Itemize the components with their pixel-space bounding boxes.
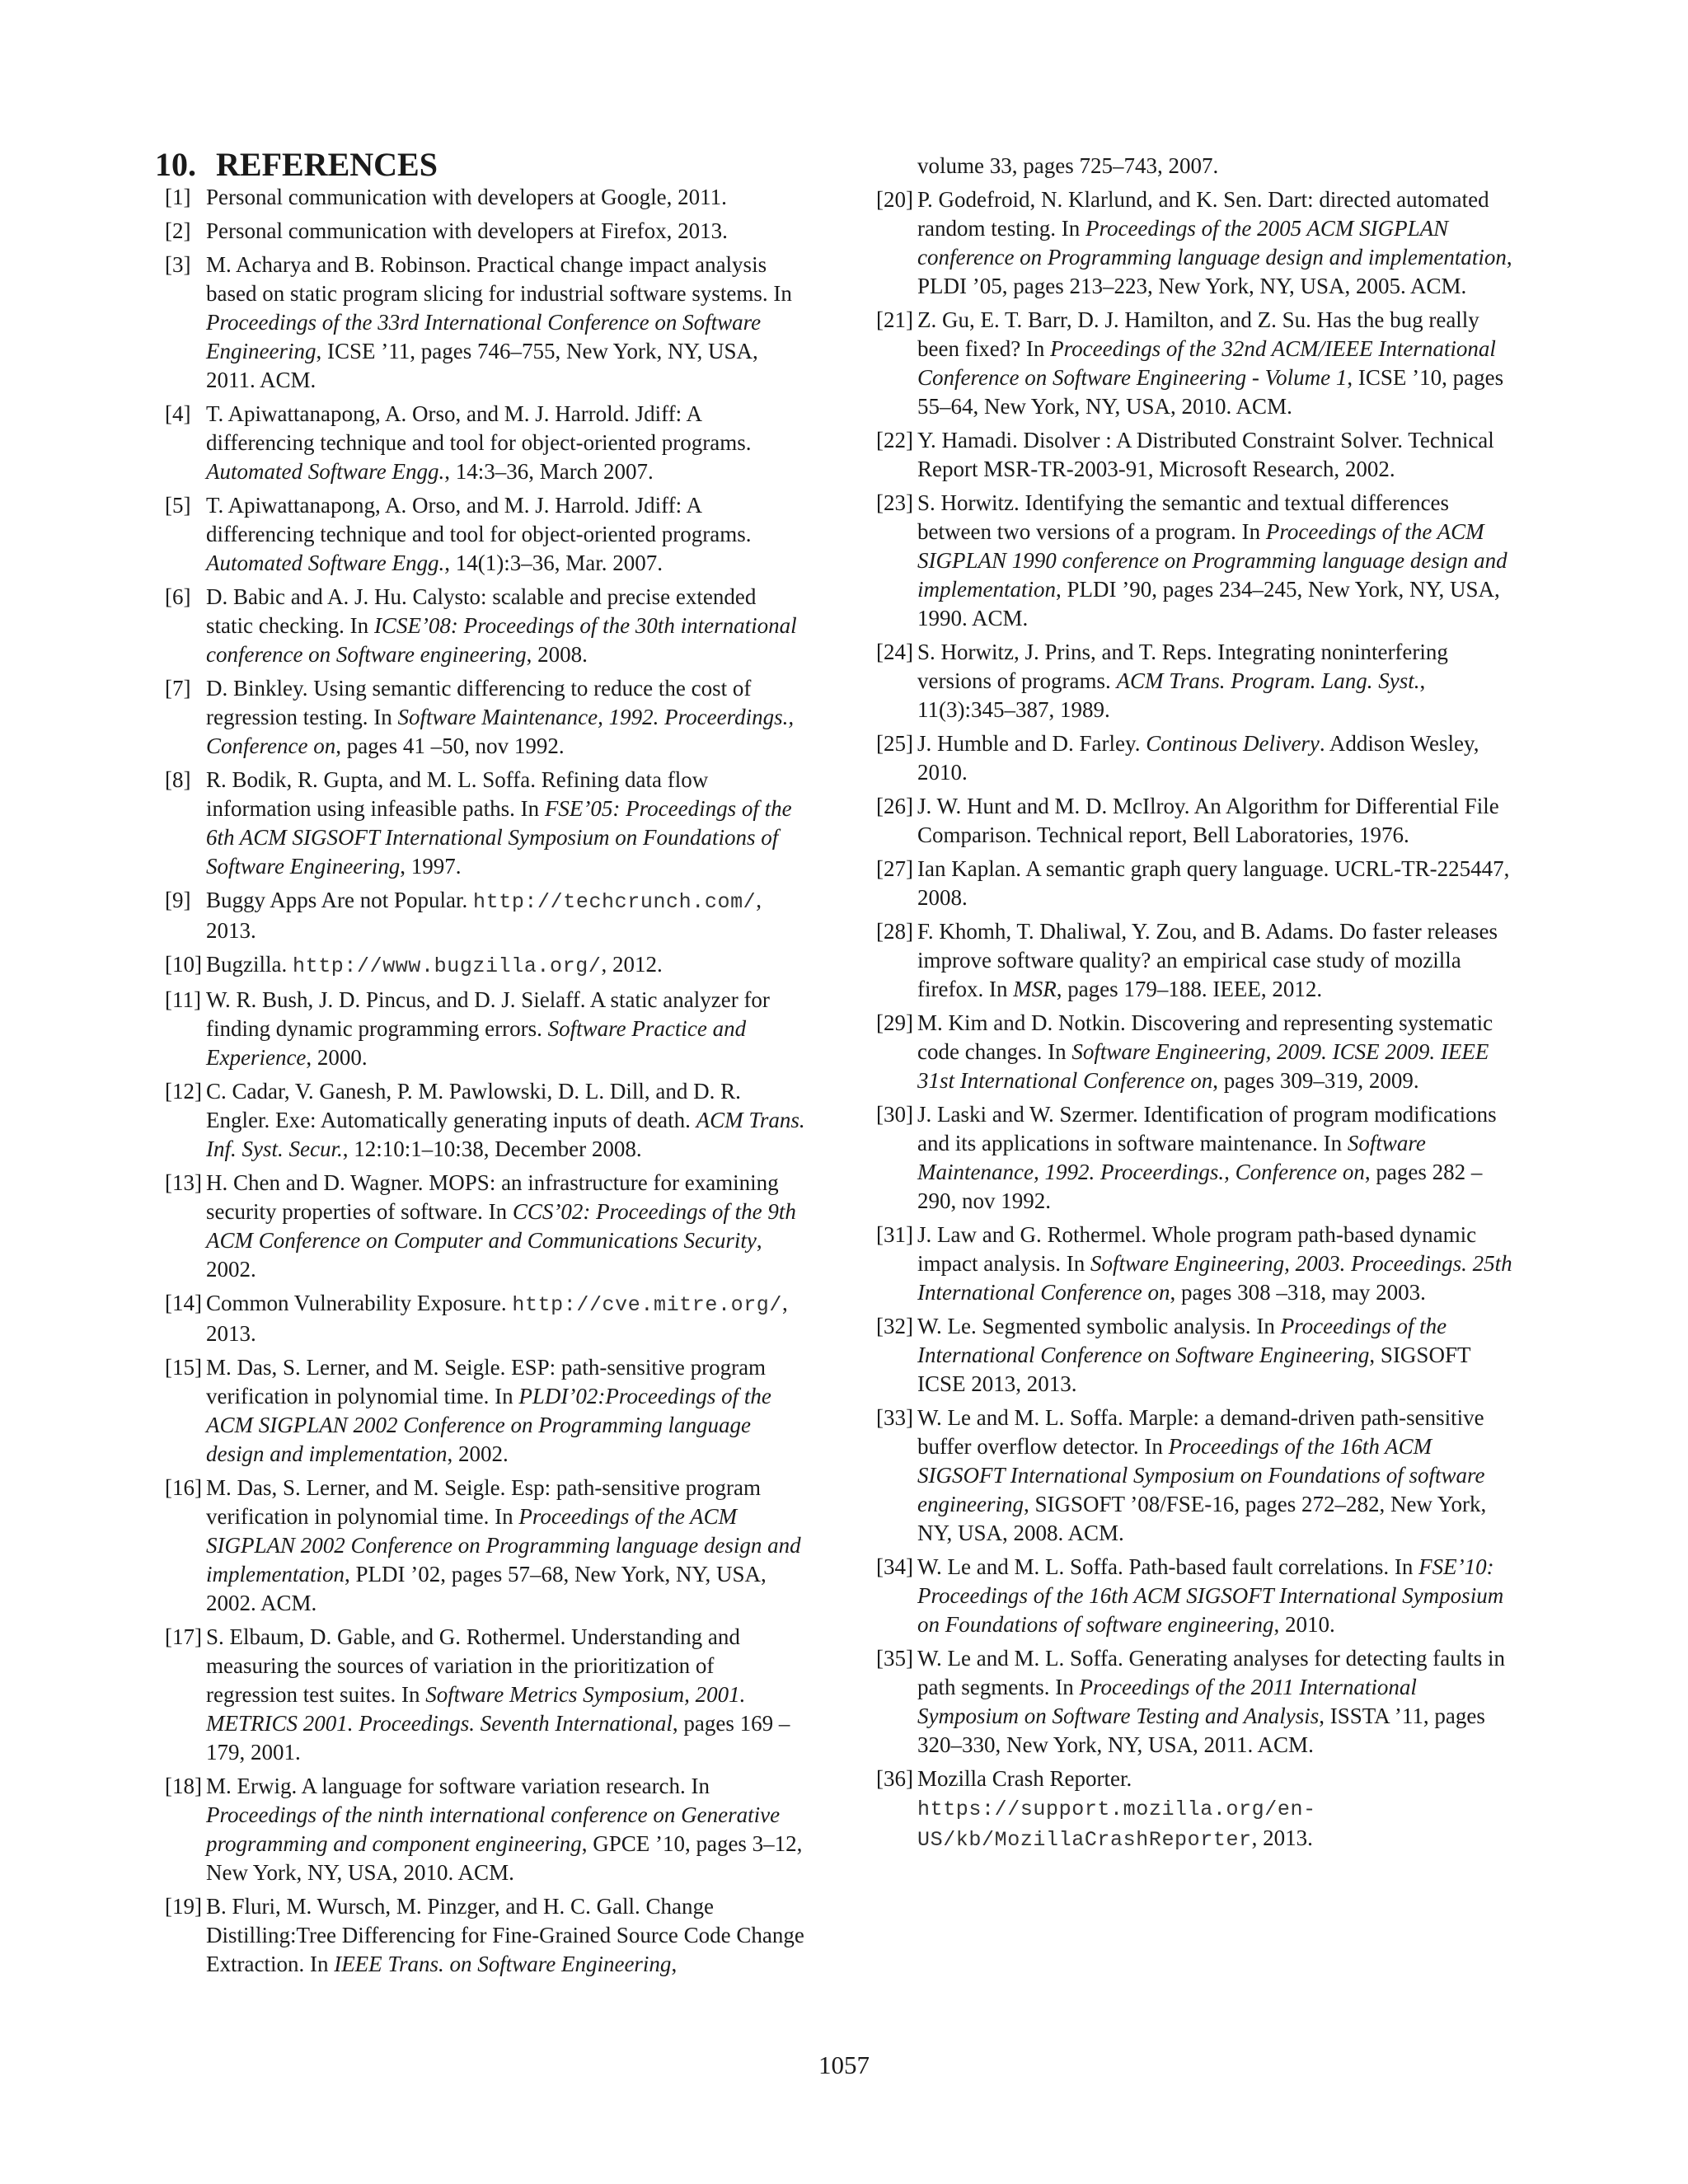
reference-item — [155, 251, 806, 395]
reference-label: [20] — [876, 187, 913, 212]
reference-segment: H. Chen and D. Wagner. MOPS: an infrastructure for examining security properties of software. In — [206, 1170, 779, 1224]
reference-segment: Y. Hamadi. Disolver : A Distributed Constraint Solver. Technical Report MSR-TR-2003-91, Microsoft Research, 2002. — [917, 428, 1494, 481]
reference-label: [26] — [876, 794, 913, 818]
reference-venue: Proceedings of the 16th ACM SIGSOFT International Symposium on Foundations of software engineering — [917, 1434, 1485, 1516]
reference-text — [917, 792, 1517, 850]
reference-item — [866, 1221, 1517, 1307]
reference-segment: D. Babic and A. J. Hu. Calysto: scalable and precise extended static checking. In — [206, 584, 757, 638]
reference-label: [33] — [876, 1405, 913, 1430]
left-column — [155, 147, 806, 1984]
reference-segment: . Addison Wesley, 2010. — [917, 731, 1479, 785]
reference-venue: Proceedings of the 2011 International Symposium on Software Testing and Analysis — [917, 1675, 1417, 1728]
reference-label: [5] — [165, 493, 191, 518]
reference-item — [866, 729, 1517, 787]
reference-item — [866, 1553, 1517, 1639]
reference-item — [866, 489, 1517, 633]
reference-text — [206, 183, 806, 212]
reference-label: [17] — [165, 1624, 202, 1649]
section-title: REFERENCES — [216, 146, 438, 183]
section-heading — [155, 147, 806, 183]
reference-segment: , SIGSOFT ICSE 2013, 2013. — [917, 1343, 1470, 1396]
reference-segment: , 2002. — [447, 1441, 509, 1466]
reference-segment: J. Law and G. Rothermel. Whole program path-based dynamic impact analysis. In — [917, 1222, 1477, 1276]
reference-venue: Proceedings of the International Conference on Software Engineering — [917, 1314, 1447, 1367]
reference-label: [27] — [876, 856, 913, 881]
reference-text — [917, 1553, 1517, 1639]
reference-segment: F. Khomh, T. Dhaliwal, Y. Zou, and B. Adams. Do faster releases improve software quality? an empirical case study of mozilla firefox. In — [917, 919, 1498, 1001]
reference-label: [28] — [876, 919, 913, 944]
reference-segment: M. Kim and D. Notkin. Discovering and representing systematic code changes. In — [917, 1010, 1493, 1064]
reference-venue: Automated Software Engg. — [206, 551, 445, 575]
reference-segment: M. Das, S. Lerner, and M. Seigle. Esp: path-sensitive program verification in polynomial time. In — [206, 1475, 762, 1529]
reference-venue: Proceedings of the ACM SIGPLAN 2002 Conference on Programming language design and implementation — [206, 1504, 801, 1586]
reference-venue: Software Engineering, 2003. Proceedings. 25th International Conference on — [917, 1251, 1512, 1305]
reference-text — [206, 766, 806, 881]
reference-text — [206, 1772, 806, 1887]
reference-text — [917, 1644, 1517, 1760]
reference-text — [917, 1221, 1517, 1307]
reference-label: [6] — [165, 584, 191, 609]
reference-segment: , pages 41 –50, nov 1992. — [335, 733, 565, 758]
reference-text — [206, 583, 806, 669]
reference-segment: M. Acharya and B. Robinson. Practical change impact analysis based on static program slicing for industrial software systems. In — [206, 252, 792, 306]
reference-label: [7] — [165, 676, 191, 701]
reference-text — [206, 950, 806, 981]
reference-label: [1] — [165, 185, 191, 209]
reference-text — [917, 489, 1517, 633]
reference-item — [866, 1765, 1517, 1854]
reference-item — [155, 1474, 806, 1618]
reference-segment: T. Apiwattanapong, A. Orso, and M. J. Harrold. Jdiff: A differencing technique and tool for object-oriented programs. — [206, 493, 752, 546]
reference-text — [206, 1289, 806, 1348]
reference-segment: Mozilla Crash Reporter. — [917, 1766, 1132, 1791]
reference-venue: FSE’05: Proceedings of the 6th ACM SIGSOFT International Symposium on Foundations of Software Engineering — [206, 796, 792, 879]
reference-venue: MSR — [1013, 977, 1057, 1001]
reference-label: [13] — [165, 1170, 202, 1195]
reference-item — [155, 674, 806, 761]
reference-item — [866, 185, 1517, 301]
reference-venue: Proceedings of the 33rd International Conference on Software Engineering — [206, 310, 762, 363]
reference-continuation: volume 33, pages 725–743, 2007. — [917, 153, 1219, 178]
reference-item — [866, 792, 1517, 850]
reference-item — [155, 1353, 806, 1469]
reference-segment: , ICSE ’10, pages 55–64, New York, NY, USA, 2010. ACM. — [917, 365, 1504, 419]
reference-segment: Ian Kaplan. A semantic graph query language. UCRL-TR-225447, 2008. — [917, 856, 1510, 910]
reference-venue: PLDI’02:Proceedings of the ACM SIGPLAN 2002 Conference on Programming language design and implementation — [206, 1384, 771, 1466]
reference-text — [917, 855, 1517, 912]
reference-item — [155, 986, 806, 1072]
reference-item — [866, 638, 1517, 724]
reference-segment: , pages 169 –179, 2001. — [206, 1711, 790, 1765]
reference-segment: , ISSTA ’11, pages 320–330, New York, NY, USA, 2011. ACM. — [917, 1704, 1485, 1757]
reference-label: [32] — [876, 1314, 913, 1338]
reference-segment: P. Godefroid, N. Klarlund, and K. Sen. Dart: directed automated random testing. In — [917, 187, 1489, 241]
reference-segment: M. Erwig. A language for software variation research. In — [206, 1774, 710, 1798]
reference-segment: J. Laski and W. Szermer. Identification of program modifications and its applications in software maintenance. In — [917, 1102, 1497, 1155]
right-column — [866, 152, 1517, 1859]
reference-item — [155, 1169, 806, 1284]
reference-segment: T. Apiwattanapong, A. Orso, and M. J. Harrold. Jdiff: A differencing technique and tool for object-oriented programs. — [206, 401, 752, 455]
reference-segment: , pages 308 –318, may 2003. — [1170, 1280, 1426, 1305]
reference-url-link[interactable]: https://support.mozilla.org/en-US/kb/MozillaCrashReporter — [917, 1797, 1316, 1852]
reference-segment: , 2013. — [1251, 1825, 1313, 1850]
reference-venue: Software Metrics Symposium, 2001. METRICS 2001. Proceedings. Seventh International — [206, 1682, 746, 1736]
reference-item — [155, 766, 806, 881]
reference-segment: , — [671, 1952, 678, 1976]
reference-segment: Buggy Apps Are not Popular. — [206, 888, 474, 912]
reference-segment: C. Cadar, V. Ganesh, P. M. Pawlowski, D. L. Dill, and D. R. Engler. Exe: Automatically generating inputs of death. — [206, 1079, 741, 1132]
reference-segment: S. Horwitz, J. Prins, and T. Reps. Integrating noninterfering versions of programs. — [917, 640, 1448, 693]
reference-item — [155, 1623, 806, 1767]
reference-label: [11] — [165, 987, 201, 1012]
reference-item — [866, 855, 1517, 912]
reference-text — [206, 1169, 806, 1284]
page-number: 1057 — [818, 2050, 870, 2079]
section-number: 10. — [155, 146, 196, 183]
reference-label: [3] — [165, 252, 191, 277]
reference-segment: , SIGSOFT ’08/FSE-16, pages 272–282, New York, NY, USA, 2008. ACM. — [917, 1492, 1487, 1545]
reference-label: [4] — [165, 401, 191, 426]
reference-segment: , pages 309–319, 2009. — [1212, 1068, 1419, 1093]
reference-text — [206, 1077, 806, 1164]
reference-venue: Proceedings of the ACM SIGPLAN 1990 conference on Programming language design and implementation — [917, 519, 1507, 602]
reference-segment: , 2000. — [306, 1045, 368, 1070]
reference-text — [917, 917, 1517, 1004]
reference-venue: Software Practice and Experience — [206, 1016, 747, 1070]
reference-label: [30] — [876, 1102, 913, 1127]
reference-venue: IEEE Trans. on Software Engineering — [334, 1952, 672, 1976]
reference-venue: Continous Delivery — [1146, 731, 1320, 756]
reference-segment: Personal communication with developers at Firefox, 2013. — [206, 218, 728, 243]
reference-segment: , GPCE ’10, pages 3–12, New York, NY, USA, 2010. ACM. — [206, 1831, 803, 1885]
reference-url-link[interactable]: http://techcrunch.com/ — [473, 890, 757, 914]
reference-segment: , 14:3–36, March 2007. — [444, 459, 654, 484]
reference-text — [206, 491, 806, 578]
reference-label: [22] — [876, 428, 913, 452]
reference-item — [155, 217, 806, 246]
reference-segment: Z. Gu, E. T. Barr, D. J. Hamilton, and Z. Su. Has the bug really been fixed? In — [917, 307, 1479, 361]
reference-segment: Bugzilla. — [206, 952, 293, 977]
reference-segment: W. Le. Segmented symbolic analysis. In — [917, 1314, 1281, 1338]
reference-label: [21] — [876, 307, 913, 332]
reference-label: [29] — [876, 1010, 913, 1035]
reference-list-left — [155, 183, 806, 1979]
reference-item — [155, 1772, 806, 1887]
reference-label: [15] — [165, 1355, 202, 1380]
reference-item — [155, 491, 806, 578]
reference-text — [917, 1765, 1517, 1854]
reference-segment: , pages 179–188. IEEE, 2012. — [1056, 977, 1323, 1001]
reference-segment: , ICSE ’11, pages 746–755, New York, NY, USA, 2011. ACM. — [206, 339, 758, 392]
reference-segment: , 2012. — [601, 952, 663, 977]
reference-text — [917, 1100, 1517, 1216]
reference-label: [34] — [876, 1554, 913, 1579]
reference-venue: Software Engineering, 2009. ICSE 2009. IEEE 31st International Conference on — [917, 1039, 1489, 1093]
reference-text — [917, 1009, 1517, 1095]
reference-item — [866, 917, 1517, 1004]
reference-text — [917, 1404, 1517, 1548]
reference-segment: J. Humble and D. Farley. — [917, 731, 1146, 756]
reference-item — [866, 426, 1517, 484]
reference-segment: B. Fluri, M. Wursch, M. Pinzger, and H. C. Gall. Change Distilling:Tree Differencing for Fine-Grained Source Code Change Extraction. In — [206, 1894, 804, 1976]
reference-segment: W. Le and M. L. Soffa. Path-based fault correlations. In — [917, 1554, 1419, 1579]
reference-label: [23] — [876, 490, 913, 515]
reference-label: [36] — [876, 1766, 913, 1791]
reference-venue: Software Maintenance, 1992. Proceerdings., Conference on — [206, 705, 795, 758]
reference-segment: , pages 282 –290, nov 1992. — [917, 1160, 1483, 1213]
reference-text — [917, 638, 1517, 724]
reference-label: [35] — [876, 1646, 913, 1671]
reference-item — [155, 886, 806, 945]
reference-item — [155, 1289, 806, 1348]
reference-segment: J. W. Hunt and M. D. McIlroy. An Algorithm for Differential File Comparison. Technical report, Bell Laboratories, 1976. — [917, 794, 1499, 847]
reference-label: [31] — [876, 1222, 913, 1247]
reference-text — [206, 1623, 806, 1767]
reference-segment: , 2013. — [206, 888, 762, 943]
reference-label: [2] — [165, 218, 191, 243]
reference-text — [206, 886, 806, 945]
reference-item — [155, 1077, 806, 1164]
reference-url-link[interactable]: http://cve.mitre.org/ — [512, 1293, 782, 1317]
reference-venue: ICSE’08: Proceedings of the 30th international conference on Software engineering — [206, 613, 797, 667]
reference-item — [155, 950, 806, 981]
reference-item — [866, 306, 1517, 421]
reference-text — [917, 306, 1517, 421]
reference-segment: W. Le and M. L. Soffa. Generating analyses for detecting faults in path segments. In — [917, 1646, 1506, 1699]
reference-venue: CCS’02: Proceedings of the 9th ACM Conference on Computer and Communications Security — [206, 1199, 796, 1253]
reference-segment: , 2010. — [1273, 1612, 1335, 1637]
reference-segment: S. Elbaum, D. Gable, and G. Rothermel. Understanding and measuring the sources of variation in the prioritization of regression test suites. In — [206, 1624, 740, 1707]
reference-segment: , 2013. — [206, 1291, 788, 1346]
reference-segment: Personal communication with developers at Google, 2011. — [206, 185, 727, 209]
reference-segment: Common Vulnerability Exposure. — [206, 1291, 513, 1315]
reference-text — [206, 1892, 806, 1979]
reference-segment: , PLDI ’02, pages 57–68, New York, NY, USA, 2002. ACM. — [206, 1562, 767, 1615]
reference-text — [206, 674, 806, 761]
reference-venue: Proceedings of the ninth international conference on Generative programming and component engineering — [206, 1802, 781, 1856]
reference-item — [866, 1404, 1517, 1548]
reference-segment: , 1997. — [400, 854, 462, 879]
reference-segment: M. Das, S. Lerner, and M. Seigle. ESP: path-sensitive program verification in polynomial time. In — [206, 1355, 767, 1408]
reference-venue: FSE’10: Proceedings of the 16th ACM SIGSOFT International Symposium on Foundations of software engineering — [917, 1554, 1504, 1637]
reference-segment: , PLDI ’90, pages 234–245, New York, NY, USA, 1990. ACM. — [917, 577, 1500, 630]
reference-label: [18] — [165, 1774, 202, 1798]
reference-item — [866, 1100, 1517, 1216]
reference-text — [206, 986, 806, 1072]
reference-text — [917, 1312, 1517, 1399]
reference-label: [14] — [165, 1291, 202, 1315]
reference-text — [206, 1353, 806, 1469]
reference-text — [206, 251, 806, 395]
reference-segment: , 14(1):3–36, Mar. 2007. — [444, 551, 663, 575]
reference-text — [206, 1474, 806, 1618]
reference-label: [8] — [165, 767, 191, 792]
reference-segment: S. Horwitz. Identifying the semantic and textual differences between two versions of a program. In — [917, 490, 1450, 544]
reference-item — [866, 1312, 1517, 1399]
reference-segment: W. R. Bush, J. D. Pincus, and D. J. Sielaff. A static analyzer for finding dynamic programming errors. — [206, 987, 770, 1041]
reference-label: [16] — [165, 1475, 202, 1500]
reference-venue: Automated Software Engg. — [206, 459, 445, 484]
reference-venue: Proceedings of the 32nd ACM/IEEE International Conference on Software Engineering - Volume 1 — [917, 336, 1496, 390]
reference-item — [155, 183, 806, 212]
reference-item — [155, 400, 806, 486]
reference-label: [19] — [165, 1894, 202, 1919]
reference-text — [206, 217, 806, 246]
reference-label: [10] — [165, 952, 202, 977]
reference-segment: , 2002. — [206, 1228, 762, 1282]
reference-segment: R. Bodik, R. Gupta, and M. L. Soffa. Refining data flow information using infeasible paths. In — [206, 767, 709, 821]
reference-item — [155, 583, 806, 669]
reference-text — [917, 729, 1517, 787]
reference-text — [917, 185, 1517, 301]
reference-venue: Software Maintenance, 1992. Proceerdings., Conference on — [917, 1131, 1426, 1184]
reference-venue: Proceedings of the 2005 ACM SIGPLAN conference on Programming language design and implementation — [917, 216, 1507, 269]
reference-label: [12] — [165, 1079, 202, 1104]
reference-venue: ACM Trans. Inf. Syst. Secur. — [206, 1108, 805, 1161]
reference-label: [9] — [165, 888, 191, 912]
reference-segment: , 12:10:1–10:38, December 2008. — [342, 1137, 642, 1161]
reference-segment: , PLDI ’05, pages 213–223, New York, NY, USA, 2005. ACM. — [917, 245, 1512, 298]
reference-url-link[interactable]: http://www.bugzilla.org/ — [292, 954, 602, 978]
reference-list-right — [866, 185, 1517, 1854]
reference-item — [155, 1892, 806, 1979]
reference-text — [917, 426, 1517, 484]
reference-item — [866, 1009, 1517, 1095]
reference-venue: ACM Trans. Program. Lang. Syst. — [1116, 668, 1420, 693]
reference-label: [25] — [876, 731, 913, 756]
reference-label: [24] — [876, 640, 913, 664]
reference-text — [206, 400, 806, 486]
reference-segment: D. Binkley. Using semantic differencing to reduce the cost of regression testing. In — [206, 676, 752, 729]
reference-segment: , 2008. — [526, 642, 588, 667]
reference-segment: W. Le and M. L. Soffa. Marple: a demand-driven path-sensitive buffer overflow detector. In — [917, 1405, 1484, 1459]
reference-segment: , 11(3):345–387, 1989. — [917, 668, 1426, 722]
reference-item — [866, 1644, 1517, 1760]
